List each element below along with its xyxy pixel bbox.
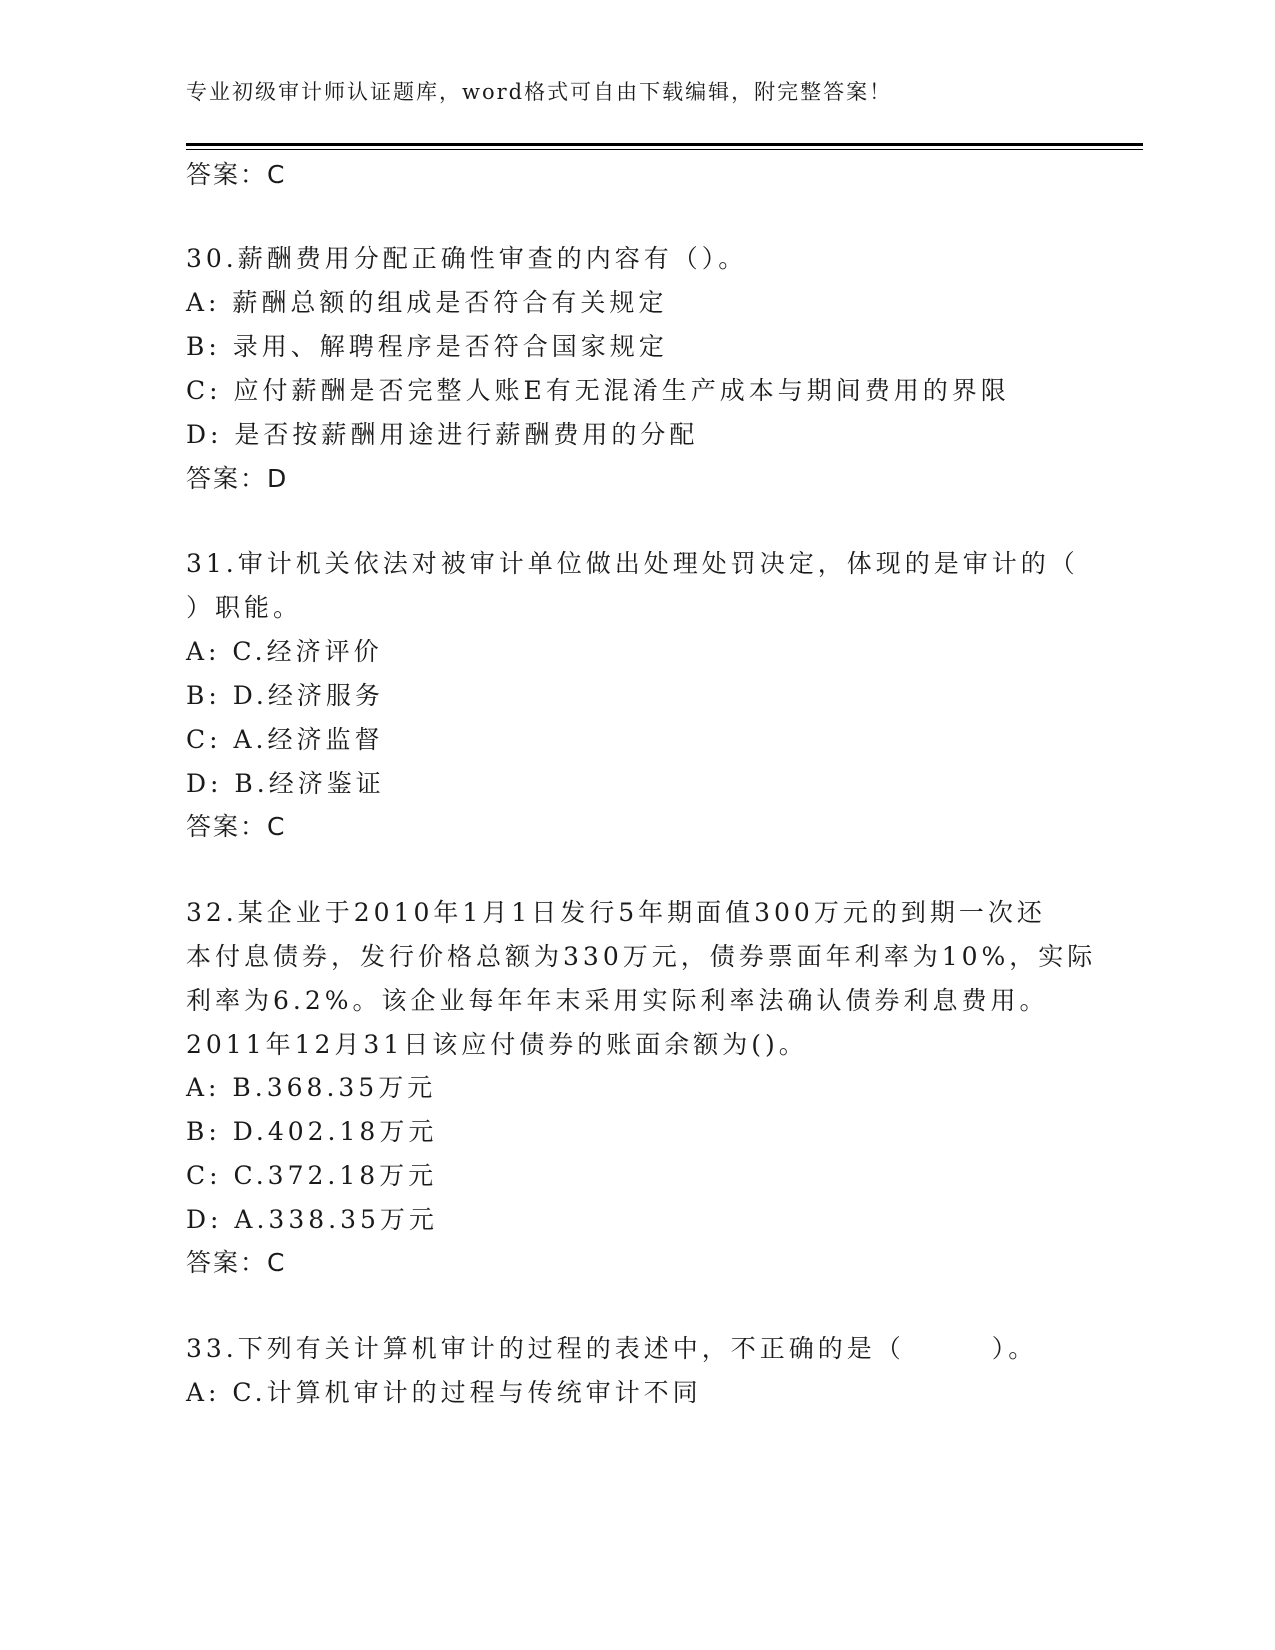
question-32-option-a: A: B.368.35万元 <box>186 1073 437 1102</box>
question-30-option-b: B: 录用、解聘程序是否符合国家规定 <box>186 332 668 361</box>
question-31-option-b: B: D.经济服务 <box>186 681 384 710</box>
answer-31: 答案：C <box>186 812 287 841</box>
question-32-stem-line4: 2011年12月31日该应付债券的账面余额为()。 <box>186 1030 808 1059</box>
question-31-option-a: A: C.经济评价 <box>186 637 383 666</box>
question-32-stem-line3: 利率为6.2%。该企业每年年末采用实际利率法确认债券利息费用。 <box>186 986 1049 1015</box>
question-33-option-a: A: C.计算机审计的过程与传统审计不同 <box>186 1378 702 1407</box>
question-33-stem: 33.下列有关计算机审计的过程的表述中，不正确的是（ ）。 <box>186 1334 1038 1363</box>
answer-32: 答案：C <box>186 1248 287 1277</box>
question-31-stem-line2: ）职能。 <box>186 593 303 622</box>
question-32-stem-line2: 本付息债券，发行价格总额为330万元，债券票面年利率为10%，实际 <box>186 942 1097 971</box>
page-header: 专业初级审计师认证题库，word格式可自由下载编辑，附完整答案！ <box>186 80 893 104</box>
question-32-option-b: B: D.402.18万元 <box>186 1117 438 1146</box>
question-30-option-d: D: 是否按薪酬用途进行薪酬费用的分配 <box>186 420 699 449</box>
question-30-stem: 30.薪酬费用分配正确性审查的内容有（）。 <box>186 244 748 273</box>
answer-30: 答案：D <box>186 464 289 493</box>
header-rule-thick <box>186 143 1143 146</box>
question-31-option-d: D: B.经济鉴证 <box>186 769 385 798</box>
answer-29: 答案：C <box>186 160 287 189</box>
question-32-option-c: C: C.372.18万元 <box>186 1161 438 1190</box>
question-31-stem-line1: 31.审计机关依法对被审计单位做出处理处罚决定，体现的是审计的（ <box>186 549 1079 578</box>
question-32-option-d: D: A.338.35万元 <box>186 1205 438 1234</box>
question-30-option-a: A: 薪酬总额的组成是否符合有关规定 <box>186 288 668 317</box>
question-30-option-c: C: 应付薪酬是否完整人账E有无混淆生产成本与期间费用的界限 <box>186 376 1010 405</box>
question-31-option-c: C: A.经济监督 <box>186 725 384 754</box>
header-rule-thin <box>186 149 1143 150</box>
question-32-stem-line1: 32.某企业于2010年1月1日发行5年期面值300万元的到期一次还 <box>186 898 1046 927</box>
